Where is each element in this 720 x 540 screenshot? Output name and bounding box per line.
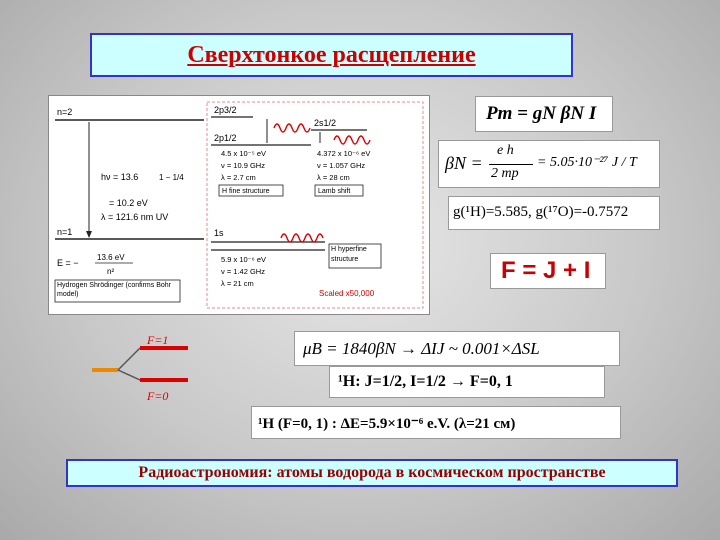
- label-n1: n=1: [57, 227, 73, 237]
- label-fs-energy: 4.5 x 10⁻⁵ eV: [221, 149, 267, 158]
- formula-f-j-i: [490, 253, 606, 289]
- label-lamb-box: Lamb shift: [318, 188, 351, 195]
- label-scaled: Scaled x50,000: [319, 289, 375, 298]
- label-hv-bracket: 1 − 1/4: [159, 173, 184, 182]
- label-lambda-uv: λ = 121.6 nm UV: [101, 212, 169, 222]
- label-2s12: 2s1/2: [314, 118, 337, 128]
- formula-fj-text: F = J + I: [501, 257, 591, 284]
- formula-h1-text: ¹H: J=1/2, I=1/2 → F=0, 1: [338, 373, 513, 390]
- formula-h-spin: [329, 366, 605, 398]
- hydrogen-energy-diagram: [48, 95, 430, 315]
- formula-beta-rhs: = 5.05·10⁻²⁷ J / T: [537, 155, 637, 170]
- label-lamb-lambda: λ = 28 cm: [317, 173, 350, 182]
- label-fs-box: H fine structure: [222, 188, 270, 195]
- label-2p32: 2p3/2: [214, 105, 237, 115]
- formula-beta-den: 2 mp: [491, 166, 519, 181]
- formula-g-factors: [448, 196, 660, 230]
- formula-beta: [438, 140, 660, 188]
- formula-mu-text: μB = 1840βN → ΔIJ ~ 0.001×ΔSL: [303, 339, 540, 358]
- label-fs-nu: ν = 10.9 GHz: [221, 161, 265, 170]
- transition-arrowhead: [86, 231, 92, 238]
- split-line-up: [118, 348, 140, 370]
- label-lamb-energy: 4.372 x 10⁻⁶ eV: [317, 149, 371, 158]
- split-line-down: [118, 370, 140, 380]
- label-f0: F=0: [147, 389, 169, 403]
- formula-beta-lhs: βN =: [445, 153, 483, 173]
- label-hf-energy: 5.9 x 10⁻⁶ eV: [221, 255, 266, 264]
- formula-hf-text: ¹H (F=0, 1) : ΔE=5.9×10⁻⁶ e.V. (λ=21 см): [258, 416, 516, 432]
- label-e-numerator: 13.6 eV: [97, 253, 125, 262]
- label-n2: n=2: [57, 107, 73, 117]
- hydrogen-note-text: Hydrogen Shrödinger (confirms Bohr model): [57, 282, 171, 298]
- formula-pm: [475, 96, 613, 132]
- hf-label-fo: [331, 245, 381, 269]
- label-lamb-nu: ν = 1.057 GHz: [317, 161, 366, 170]
- formula-mu: [294, 331, 620, 366]
- hyperfine-level-scheme: [88, 330, 288, 410]
- label-e-formula: E = −: [57, 258, 79, 268]
- hydrogen-note-fo: [57, 281, 179, 303]
- level-scheme-svg: [88, 330, 288, 410]
- formula-beta-num: e h: [497, 143, 514, 158]
- label-2p12: 2p1/2: [214, 133, 237, 143]
- label-fs-lambda: λ = 2.7 cm: [221, 173, 256, 182]
- energy-diagram-svg: [49, 96, 431, 316]
- label-f1: F=1: [147, 333, 169, 347]
- footer-banner: [66, 459, 678, 487]
- label-e-denominator: n²: [107, 267, 115, 276]
- label-hf-nu: ν = 1.42 GHz: [221, 267, 265, 276]
- footer-text: Радиоастрономия: атомы водорода в космическом пространстве: [138, 464, 606, 481]
- label-energy-ev: = 10.2 eV: [109, 198, 148, 208]
- formula-hyperfine: [251, 406, 621, 439]
- label-hf-box: H hyperfine structure: [331, 246, 367, 263]
- formula-g-text: g(¹H)=5.585, g(¹⁷O)=-0.7572: [453, 204, 629, 220]
- formula-beta-bar: [489, 164, 533, 165]
- zoom-inset: [207, 102, 423, 308]
- label-hv: hν = 13.6: [101, 172, 139, 182]
- formula-pm-text: Pm = gN βN I: [486, 103, 597, 124]
- label-1s: 1s: [214, 228, 224, 238]
- page-title: Сверхтонкое расщепление: [187, 41, 476, 68]
- title-banner: [90, 33, 573, 77]
- label-hf-lambda: λ = 21 cm: [221, 279, 254, 288]
